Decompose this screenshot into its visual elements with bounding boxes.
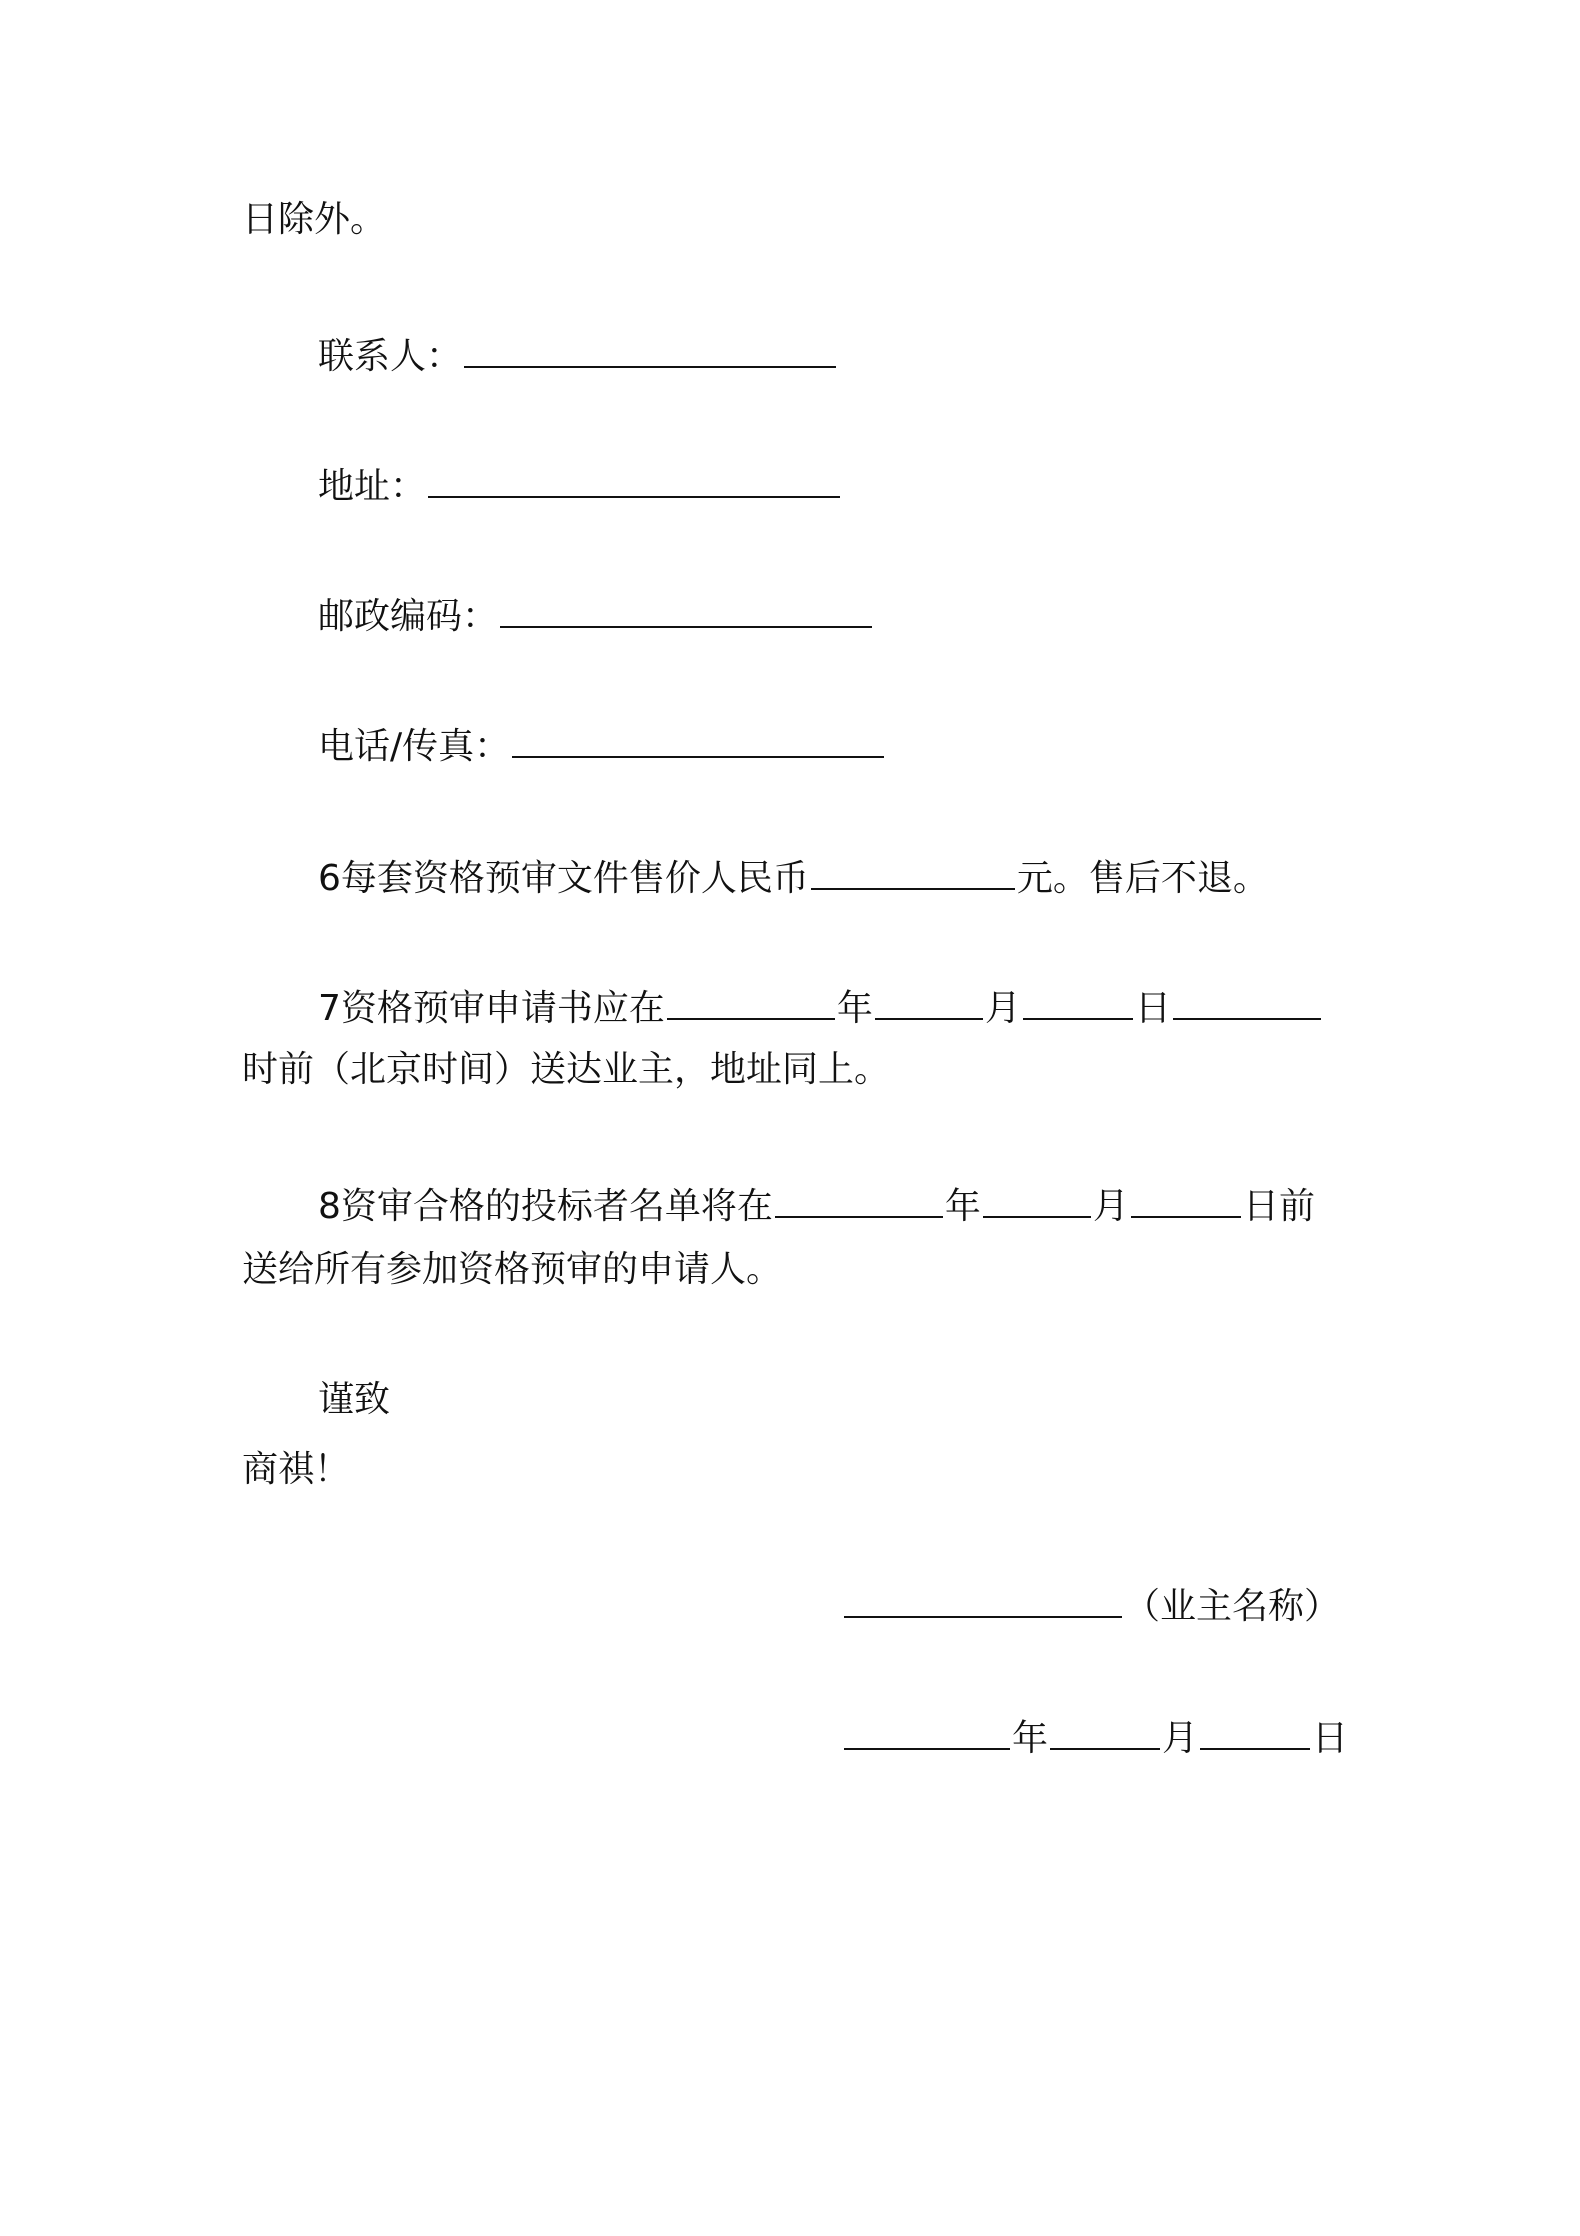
item-6-row [318,848,1269,899]
item-8-text: 8资审合格的投标者名单将在 [318,1186,773,1227]
item-7-line-2: 时前（北京时间）送达业主，地址同上。 [242,1049,891,1090]
item-8-day-blank[interactable] [1131,1176,1241,1218]
item-7-month-blank[interactable] [875,978,983,1020]
item-6-text: 6每套资格预审文件售价人民币 [318,858,809,899]
address-row [318,456,842,507]
postal-code-row [318,586,874,637]
item-8-row: 8资审合格的投标者名单将在 年 月 日前 [318,1176,1315,1224]
owner-name-label: （业主名称） [1124,1586,1341,1627]
item-7-text: 7资格预审申请书应在 [318,988,665,1029]
signature-date-row: 年 月 日 [842,1708,1348,1756]
address-blank[interactable] [428,456,840,498]
owner-name-blank[interactable] [844,1576,1122,1618]
signature-year-blank[interactable] [844,1708,1010,1750]
owner-name-row [842,1576,1341,1627]
signature-day-blank[interactable] [1200,1708,1310,1750]
continued-text: 日除外。 [242,199,387,240]
item-8-month-blank[interactable] [983,1176,1091,1218]
item-6-unit: 元。售后不退。 [1016,858,1269,899]
price-blank[interactable] [811,848,1015,890]
item-7-row: 7资格预审申请书应在 年 月 日 [318,978,1323,1026]
item-8-year-blank[interactable] [775,1176,943,1218]
postal-code-blank[interactable] [500,586,872,628]
contact-person-blank[interactable] [464,326,836,368]
phone-fax-label: 电话/传真： [318,726,511,767]
item-8-line-2: 送给所有参加资格预审的申请人。 [242,1249,783,1290]
closing-regards: 商祺！ [242,1449,351,1490]
item-7-day-blank[interactable] [1023,978,1133,1020]
item-7-time-blank[interactable] [1173,978,1321,1020]
closing-salutation: 谨致 [318,1379,391,1420]
postal-code-label: 邮政编码： [318,596,499,637]
contact-person-label: 联系人： [318,336,463,377]
phone-fax-blank[interactable] [512,716,884,758]
contact-person-row [318,326,838,377]
address-label: 地址： [318,466,427,507]
item-7-year-blank[interactable] [667,978,835,1020]
signature-month-blank[interactable] [1050,1708,1160,1750]
phone-fax-row [318,716,886,767]
